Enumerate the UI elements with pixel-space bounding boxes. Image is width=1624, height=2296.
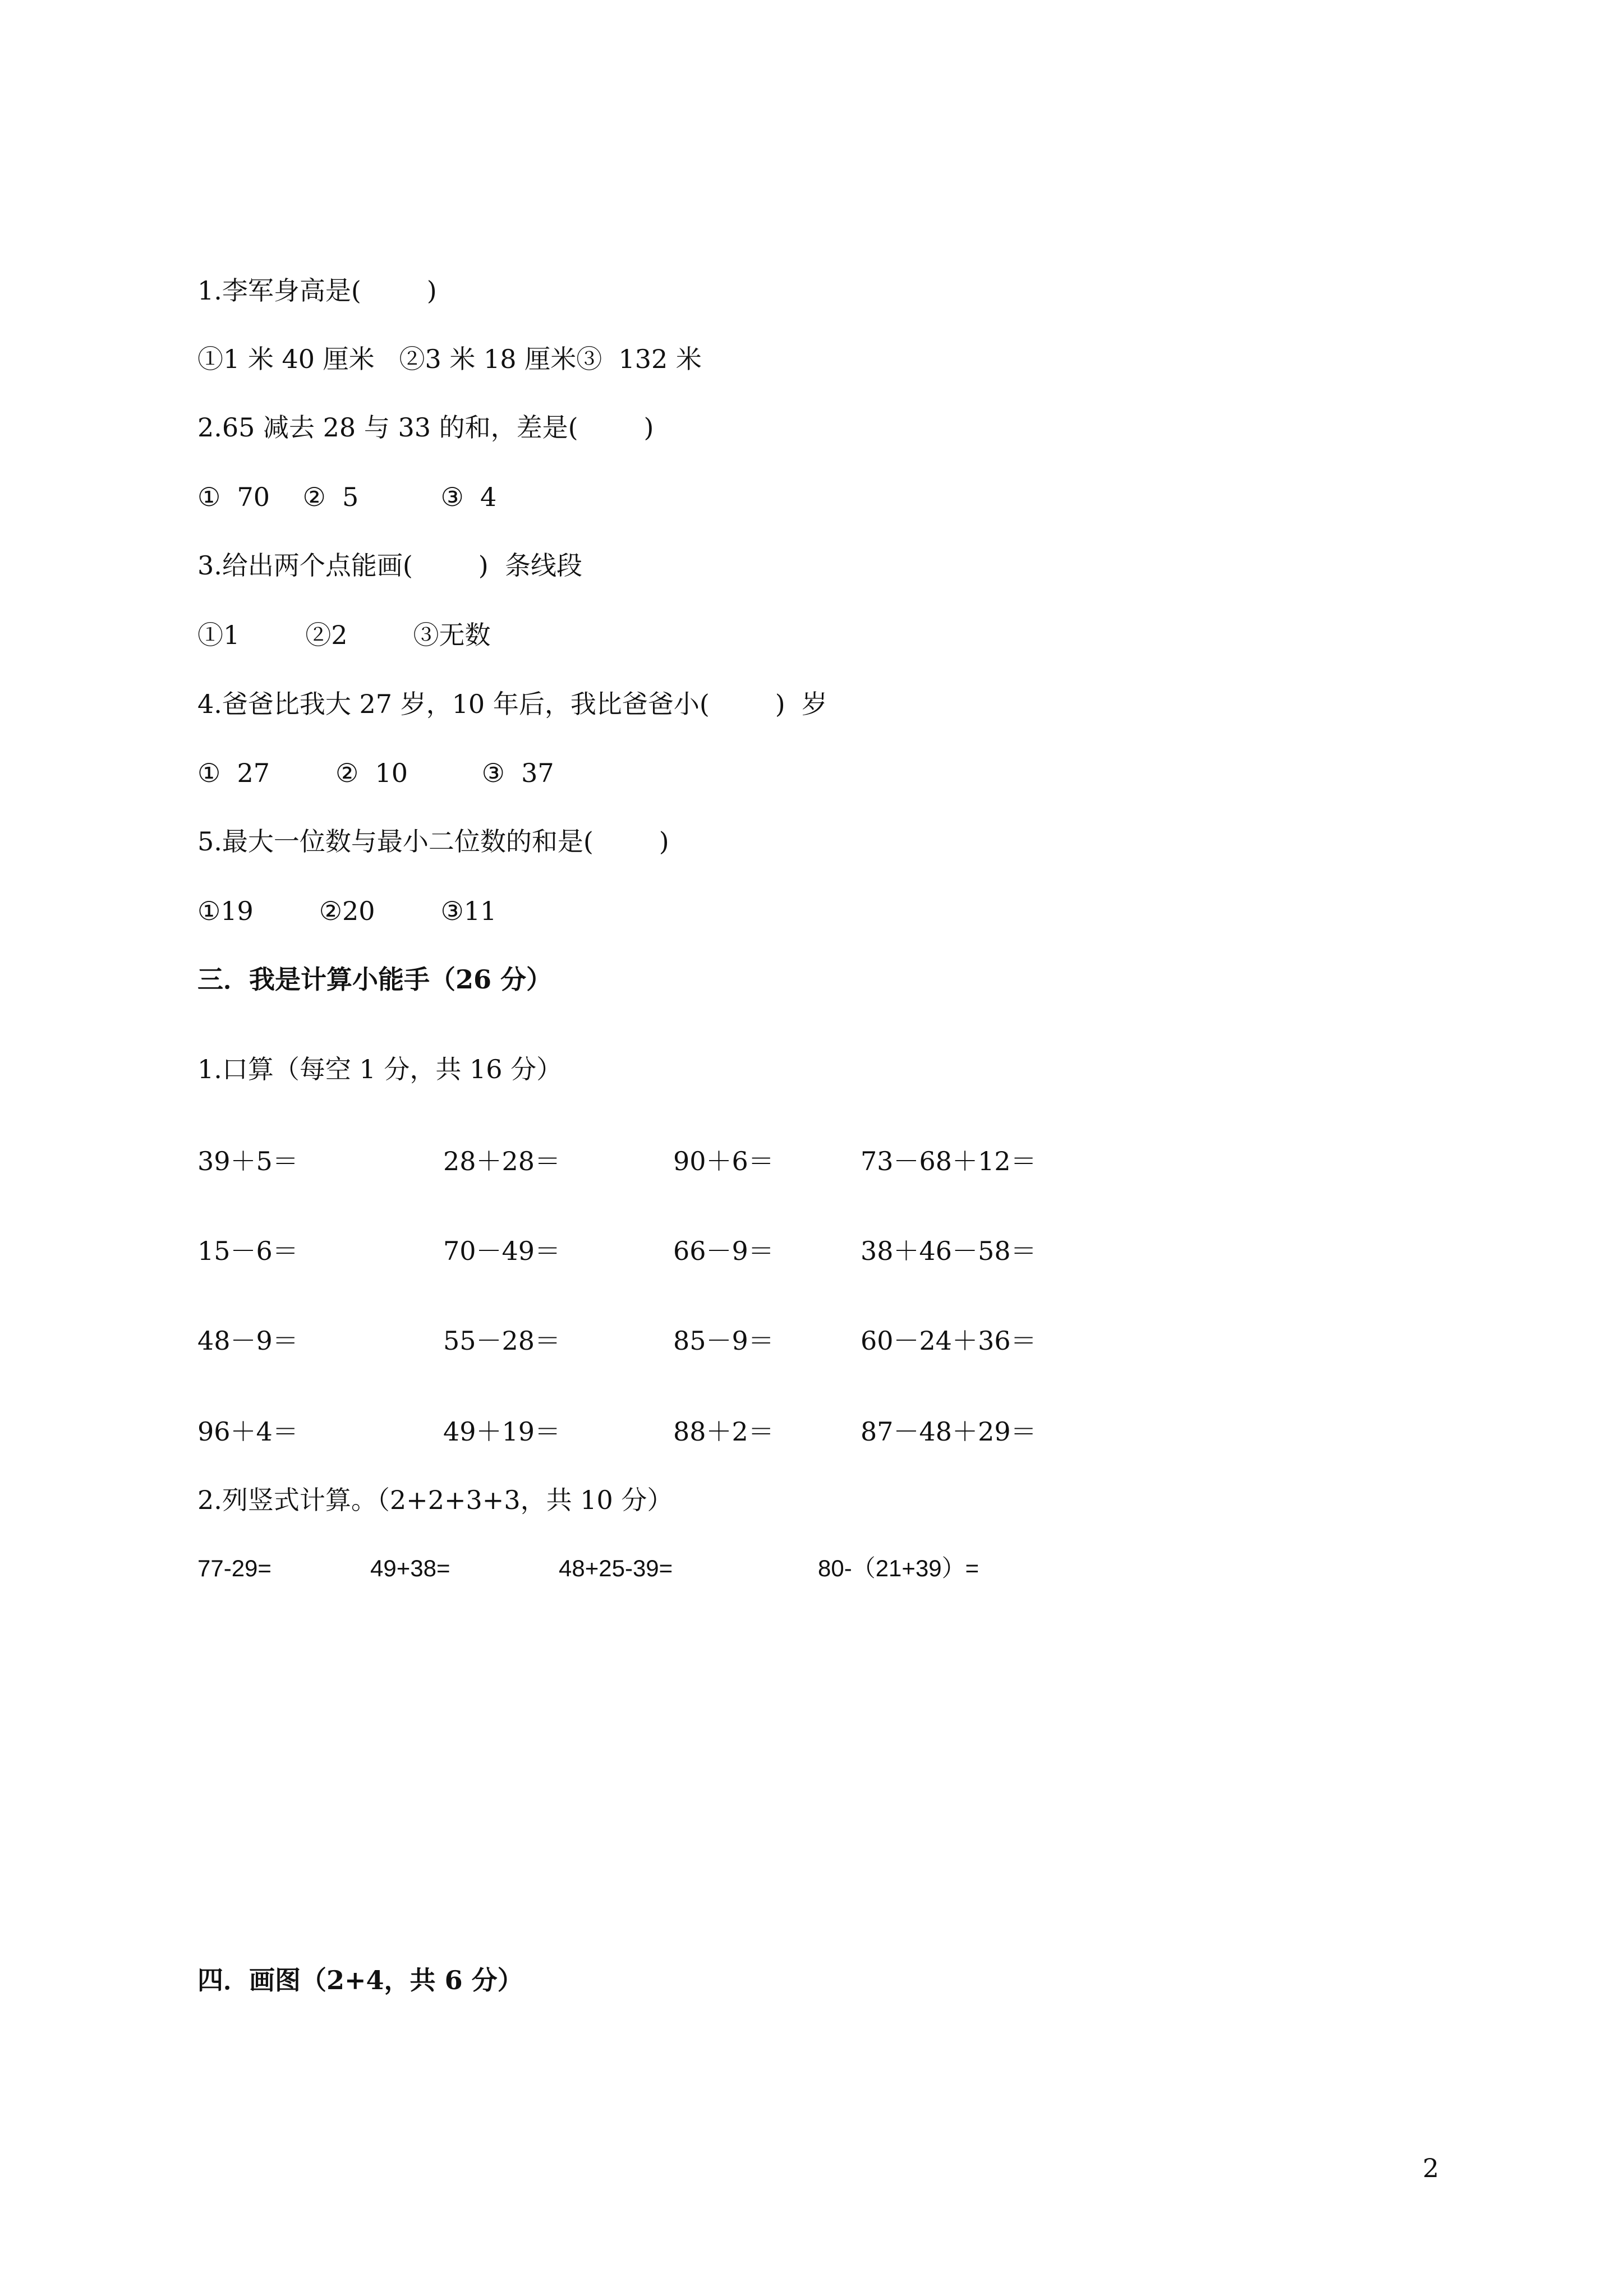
vertical-calc-title: 2.列竖式计算。（2+2+3+3，共 10 分） (197, 1485, 673, 1515)
question-5-stem: 5.最大一位数与最小二位数的和是( ) (197, 826, 669, 857)
oral-calc-item: 88＋2＝ (673, 1416, 774, 1447)
oral-calc-item: 55－28＝ (443, 1326, 561, 1356)
question-4-stem: 4.爸爸比我大 27 岁，10 年后，我比爸爸小( ) 岁 (197, 689, 827, 719)
oral-calc-item: 73－68＋12＝ (861, 1146, 1037, 1176)
section-3-heading: 三．我是计算小能手（26 分） (197, 964, 553, 995)
page-number: 2 (1423, 2153, 1439, 2183)
question-3-options: ①1 ②2 ③无数 (197, 620, 491, 650)
oral-calc-item: 38＋46－58＝ (861, 1236, 1037, 1266)
question-1-stem: 1.李军身高是( ) (197, 275, 437, 306)
question-3-stem: 3.给出两个点能画( ) 条线段 (197, 550, 583, 581)
question-4-options: ① 27 ② 10 ③ 37 (197, 758, 554, 788)
question-2-options: ① 70 ② 5 ③ 4 (197, 482, 497, 512)
vertical-calc-item: 77-29= (197, 1555, 272, 1581)
question-2-stem: 2.65 减去 28 与 33 的和，差是( ) (197, 412, 654, 443)
oral-calc-item: 49＋19＝ (443, 1416, 561, 1447)
oral-calc-item: 70－49＝ (443, 1236, 561, 1266)
vertical-calc-item: 48+25-39= (559, 1555, 673, 1581)
oral-calc-item: 60－24＋36＝ (861, 1326, 1037, 1356)
oral-calc-item: 39＋5＝ (197, 1146, 298, 1176)
section-4-heading: 四．画图（2+4，共 6 分） (197, 1965, 523, 1995)
oral-calc-item: 96＋4＝ (197, 1416, 298, 1447)
vertical-calc-item: 80-（21+39）= (818, 1555, 979, 1581)
oral-calc-item: 87－48＋29＝ (861, 1416, 1037, 1447)
question-1-options: ①1 米 40 厘米 ②3 米 18 厘米③ 132 米 (197, 344, 702, 374)
oral-calc-item: 28＋28＝ (443, 1146, 561, 1176)
oral-calc-title: 1.口算（每空 1 分，共 16 分） (197, 1054, 563, 1084)
oral-calc-item: 48－9＝ (197, 1326, 298, 1356)
vertical-calc-item: 49+38= (370, 1555, 450, 1581)
question-5-options: ①19 ②20 ③11 (197, 896, 497, 926)
oral-calc-item: 90＋6＝ (673, 1146, 774, 1176)
oral-calc-item: 66－9＝ (673, 1236, 774, 1266)
oral-calc-item: 15－6＝ (197, 1236, 298, 1266)
oral-calc-item: 85－9＝ (673, 1326, 774, 1356)
